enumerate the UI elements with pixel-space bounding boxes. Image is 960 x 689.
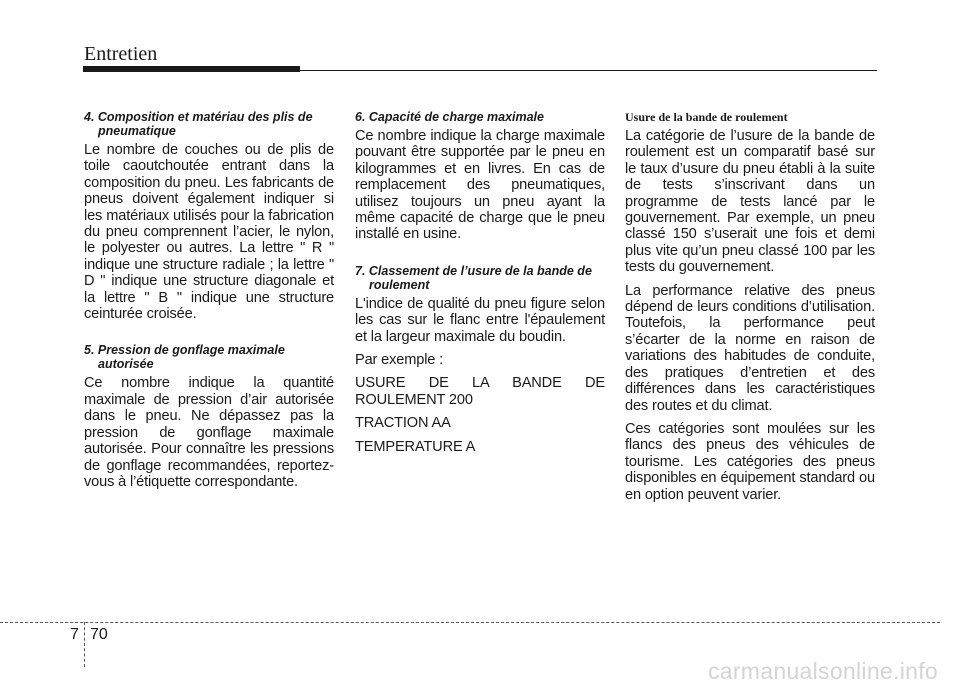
- column-left: [84, 110, 334, 497]
- page-title: Entretien: [84, 43, 158, 65]
- section-text-5: Ce nombre indique la quantité maximale de pression d’air autorisée dans le pneu. Ne dépassez pas la pression de gonflage maximale autorisée. Pour connaître les pressions de gonflage recommandées, reportez-vous à l’étiquette correspondante.: [84, 375, 334, 490]
- tread-wear-paragraph-3: Ces catégories sont moulées sur les flancs des pneus des véhicules de tourisme. Les catégories des pneus disponibles en équipement standard ou en option peuvent varier.: [625, 420, 875, 503]
- header-rule: [300, 70, 877, 71]
- chapter-number: 7: [70, 626, 79, 643]
- section-title-7: 7. Classement de l’usure de la bande de roulement: [355, 263, 592, 292]
- header-bar: [83, 66, 300, 72]
- example-intro: Par exemple :: [355, 352, 444, 369]
- watermark: carmanualsonline.info: [707, 658, 938, 684]
- footer-page-divider: [84, 622, 85, 667]
- section-text-6: Ce nombre indique la charge maximale pouvant être supportée par le pneu en kilogrammes et en livres. En cas de remplacement des pneumatiques, utilisez toujours un pneu ayant la même capacité de charge que le pneu installé en usine.: [355, 128, 605, 243]
- section-title-5: 5. Pression de gonflage maximale autorisée: [84, 343, 285, 372]
- tread-wear-paragraph-2: La performance relative des pneus dépend de leurs conditions d’utilisation. Toutefois, la performance peut s’écarter de la norme en raison de variations des habitudes de conduite, des pratiques d’entretien et des différences dans les caractéristiques des routes et du climat.: [625, 282, 875, 414]
- column-middle: [355, 110, 605, 462]
- section-title-4: 4. Composition et matériau des plis de pneumatique: [84, 110, 313, 138]
- tread-wear-paragraph-1: La catégorie de l’usure de la bande de roulement est un comparatif basé sur le taux d’usure du pneu établi à la suite de tests s’inscrivant dans un programme de tests lancé par le gouvernement. Par exemple, un pneu classé 150 s’userait une fois et demi plus vite qu’un pneu classé 100 par les tests du gouvernement.: [625, 128, 875, 276]
- section-text-7: L'indice de qualité du pneu figure selon les cas sur le flanc entre l'épaulement et la largeur maximale du boudin.: [355, 295, 605, 345]
- section-title-tread-wear: Usure de la bande de roulement: [625, 110, 788, 124]
- example-line-2: TRACTION AA: [355, 415, 451, 432]
- example-line-3: TEMPERATURE A: [355, 438, 476, 455]
- column-right: [625, 110, 875, 510]
- page-number: 70: [90, 626, 108, 643]
- example-line-1: USURE DE LA BANDE DE ROULEMENT 200: [355, 375, 605, 408]
- footer-divider: [0, 622, 940, 623]
- section-text-4: Le nombre de couches ou de plis de toile caoutchoutée entrant dans la composition du pneu. Les fabricants de pneus doivent également indiquer si les matériaux utilisés pour la fabrication du pneu comprennent l’acier, le nylon, le polyester ou autres. La lettre " R " indique une structure radiale ; la lettre " D " indique une structure diagonale et la lettre " B " indique une structure ceinturée croisée.: [84, 142, 334, 323]
- section-title-6: 6. Capacité de charge maximale: [355, 110, 544, 124]
